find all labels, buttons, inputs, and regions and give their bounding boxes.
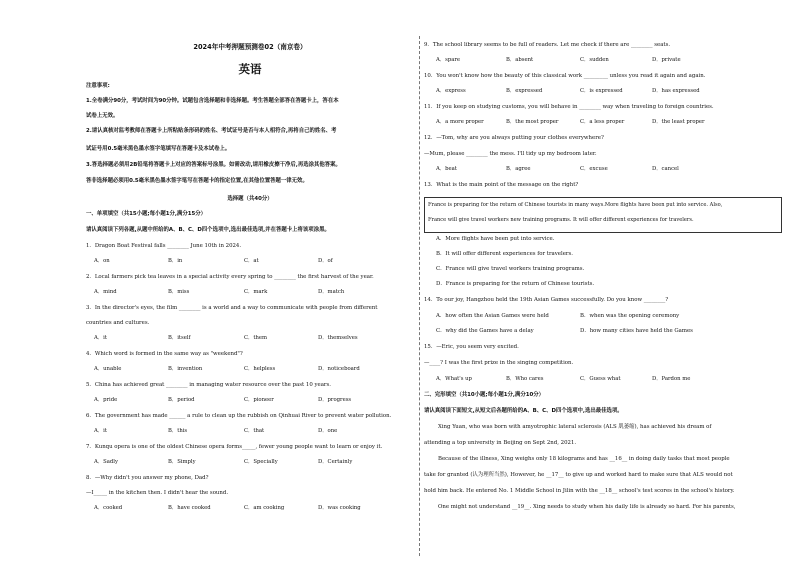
option-c[interactable]: C．a less proper <box>580 119 625 125</box>
option-c[interactable]: C．why did the Games have a delay <box>436 328 534 334</box>
option-d[interactable]: D．progress <box>318 397 352 403</box>
option-c[interactable]: C．Guess what <box>580 376 621 382</box>
subject-title: 英语 <box>238 62 262 76</box>
option-b[interactable]: B．period <box>168 397 195 403</box>
option-d[interactable]: D．of <box>318 258 333 264</box>
question-options <box>86 428 414 436</box>
message-line: France is preparing for the return of Chinese tourists in many ways.More flights have been put into service. Also, <box>428 202 723 208</box>
option-c[interactable]: C．pioneer <box>244 397 274 403</box>
option-a[interactable]: A．how often the Asian Games were held <box>436 313 549 319</box>
notes-line: 1.全卷满分90分，考试时间为90分钟。试题包含选择题和非选择题。考生答题全部答在答题卡上，答在本 <box>86 98 339 104</box>
option-c[interactable]: C．France will give travel workers training programs. <box>436 266 585 272</box>
option-c[interactable]: C．at <box>244 258 259 264</box>
option-a[interactable]: A．What's up <box>436 376 472 382</box>
question-stem: 3．In the director's eyes, the film ________ is a world and a way to communicate with people from different <box>86 305 378 311</box>
option-b[interactable]: B．in <box>168 258 183 264</box>
question-stem: 2．Local farmers pick tea leaves in a special activity every spring to ________ the first harvest of the year. <box>86 274 374 280</box>
question-options <box>424 166 784 174</box>
question-options <box>86 459 414 467</box>
option-b[interactable]: B．itself <box>168 335 191 341</box>
question-stem: 4．Which word is formed in the same way as "weekend"? <box>86 351 243 357</box>
notes-line: 试证号用0.5毫米黑色墨水签字笔填写在答题卡及本试卷上。 <box>86 146 231 152</box>
option-b[interactable]: B．the most proper <box>506 119 559 125</box>
part1-instruction: 请认真阅读下列各题,从题中所给的A、B、C、D四个选项中,选出最佳选项,并在答题卡上将该项涂黑。 <box>86 227 330 233</box>
question-stem: 6．The government has made ______ a rule to clean up the rubbish on Qinhuai River to prevent water pollution. <box>86 413 392 419</box>
option-b[interactable]: B．absent <box>506 57 534 63</box>
question-stem: 7．Kunqu opera is one of the oldest Chinese opera forms_____, fewer young people want to learn or enjoy it. <box>86 444 383 450</box>
question-options <box>86 335 414 343</box>
message-line: France will give travel workers new training programs. It will offer different experiences for travelers. <box>428 217 694 223</box>
option-d[interactable]: D．match <box>318 289 345 295</box>
section-title: 选择题（共40分） <box>227 196 273 202</box>
option-d[interactable]: D．France is preparing for the return of Chinese tourists. <box>436 281 595 287</box>
right-column <box>424 0 784 562</box>
passage-line: hold him back. He entered No. 1 Middle School in Jilin with the __18__ school's test scores in the school's history. <box>424 488 735 494</box>
option-a[interactable]: A．a more proper <box>436 119 484 125</box>
exam-title: 2024年中考押题预测卷02（南京卷） <box>193 43 307 51</box>
notes-line: 试卷上无效。 <box>86 113 119 119</box>
option-c[interactable]: C．excuse <box>580 166 608 172</box>
option-b[interactable]: B．invention <box>168 366 203 372</box>
option-b[interactable]: B．miss <box>168 289 190 295</box>
notes-line: 2.请认真核对监考教师在答题卡上所粘贴条形码的姓名、考试证号是否与本人相符合,再将自己的姓名、考 <box>86 128 337 134</box>
option-a[interactable]: A．it <box>94 335 107 341</box>
question-options <box>424 119 784 127</box>
passage-line: attending a top university in Beijing on Sept 2nd, 2021. <box>424 440 577 446</box>
question-stem-cont: —____? I was the first prize in the singing competition. <box>424 360 574 366</box>
question-stem: 15．—Eric, you seem very excited. <box>424 344 519 350</box>
option-b[interactable]: B．expressed <box>506 88 543 94</box>
notes-line: 答非选择题必须用0.5毫米黑色墨水签字笔写在答题卡的指定位置,在其他位置答题一律无效。 <box>86 178 308 184</box>
option-a[interactable]: A．Sadly <box>94 459 118 465</box>
question-options <box>86 289 414 297</box>
passage-line: take for granted (认为理所当然), However, he __17__ to give up and worked hard to make sure that ALS would not <box>424 472 733 478</box>
option-d[interactable]: D．was cooking <box>318 505 361 511</box>
notes-heading: 注意事项: <box>86 83 110 89</box>
option-a[interactable]: A．pride <box>94 397 118 403</box>
option-a[interactable]: A．spare <box>436 57 461 63</box>
column-divider <box>419 36 420 556</box>
option-b[interactable]: B．when was the opening ceremony <box>580 313 680 319</box>
question-stem: 11．If you keep on studying customs, you will behave in ________ way when traveling to foreign countries. <box>424 104 714 110</box>
option-c[interactable]: C．am cooking <box>244 505 285 511</box>
question-stem-cont: —Mum, please ________ the mess. I'll tidy up my bedroom later. <box>424 151 597 157</box>
option-c[interactable]: C．that <box>244 428 265 434</box>
question-options <box>424 376 784 384</box>
question-stem: 10．You won't know how the beauty of this classical work _________ unless you read it again and again. <box>424 73 706 79</box>
option-d[interactable]: D．Pardon me <box>652 376 691 382</box>
option-d[interactable]: D．has expressed <box>652 88 700 94</box>
option-b[interactable]: B．agree <box>506 166 531 172</box>
option-a[interactable]: A．More flights have been put into service. <box>436 236 555 242</box>
option-b[interactable]: B．Who cares <box>506 376 544 382</box>
option-d[interactable]: D．how many cities have held the Games <box>580 328 693 334</box>
option-c[interactable]: C．Specially <box>244 459 278 465</box>
option-b[interactable]: B．this <box>168 428 188 434</box>
option-c[interactable]: C．mark <box>244 289 268 295</box>
part2-instruction: 请认真阅读下面短文,从短文后各题所给的A、B、C、D四个选项中,选出最佳选项。 <box>424 408 623 414</box>
option-d[interactable]: D．cancel <box>652 166 679 172</box>
left-column <box>86 0 414 562</box>
question-stem: 8．—Why didn't you answer my phone, Dad? <box>86 475 209 481</box>
question-options <box>86 366 414 374</box>
question-stem: 14．To our joy, Hangzhou held the 19th Asian Games successfully. Do you know ________? <box>424 297 669 303</box>
passage-line: Because of the illness, Xing weighs only 18 kilograms and has __16__ in doing daily tasks that most people <box>438 456 730 462</box>
option-d[interactable]: D．Certainly <box>318 459 353 465</box>
option-d[interactable]: D．the least proper <box>652 119 705 125</box>
question-stem: 9．The school library seems to be full of readers. Let me check if there are ________ seats. <box>424 42 671 48</box>
option-d[interactable]: D．noticeboard <box>318 366 360 372</box>
option-a[interactable]: A．unable <box>94 366 122 372</box>
question-options <box>86 397 414 405</box>
option-a[interactable]: A．express <box>436 88 466 94</box>
option-d[interactable]: D．one <box>318 428 338 434</box>
option-a[interactable]: A．it <box>94 428 107 434</box>
passage-line: One might not understand __19__. Xing needs to study when his daily life is already so hard. For his parents, <box>438 504 736 510</box>
part2-heading: 二、完形填空（共10小题;每小题1分,满分10分） <box>424 392 544 398</box>
message-box <box>424 197 782 233</box>
question-stem: 1．Dragon Boat Festival falls ________ June 10th in 2024. <box>86 243 242 249</box>
option-b[interactable]: B．It will offer different experiences for travelers. <box>436 251 573 257</box>
question-stem: 13．What is the main point of the message on the right? <box>424 182 579 188</box>
question-options <box>424 57 784 65</box>
option-a[interactable]: A．mind <box>94 289 117 295</box>
question-options <box>86 258 414 266</box>
question-stem: 5．China has achieved great ________ in managing water resource over the past 10 years. <box>86 382 331 388</box>
option-a[interactable]: A．beat <box>436 166 457 172</box>
notes-line: 3.答选择题必须用2B铅笔将答题卡上对应的答案标号涂黑。如需改动,请用橡皮擦干净后,再选涂其他答案。 <box>86 162 341 168</box>
option-d[interactable]: D．themselves <box>318 335 358 341</box>
option-a[interactable]: A．on <box>94 258 110 264</box>
passage-line: Xing Yuan, who was born with amyotrophic lateral sclerosis (ALS 肌萎缩), has achieved his dream of <box>438 424 712 430</box>
option-b[interactable]: B．Simply <box>168 459 196 465</box>
question-options <box>424 88 784 96</box>
question-stem: 12．—Tom, why are you always putting your clothes everywhere? <box>424 135 604 141</box>
option-a[interactable]: A．cooked <box>94 505 123 511</box>
option-c[interactable]: C．sudden <box>580 57 609 63</box>
option-d[interactable]: D．private <box>652 57 681 63</box>
option-c[interactable]: C．helpless <box>244 366 276 372</box>
option-c[interactable]: C．them <box>244 335 268 341</box>
question-stem-cont: countries and cultures. <box>86 320 150 326</box>
option-c[interactable]: C．is expressed <box>580 88 623 94</box>
question-stem-cont: —I_____ in the kitchen then. I didn't hear the sound. <box>86 490 229 496</box>
question-options <box>86 505 414 513</box>
part1-heading: 一、单项填空（共15小题;每小题1分,满分15分） <box>86 211 206 217</box>
option-b[interactable]: B．have cooked <box>168 505 211 511</box>
